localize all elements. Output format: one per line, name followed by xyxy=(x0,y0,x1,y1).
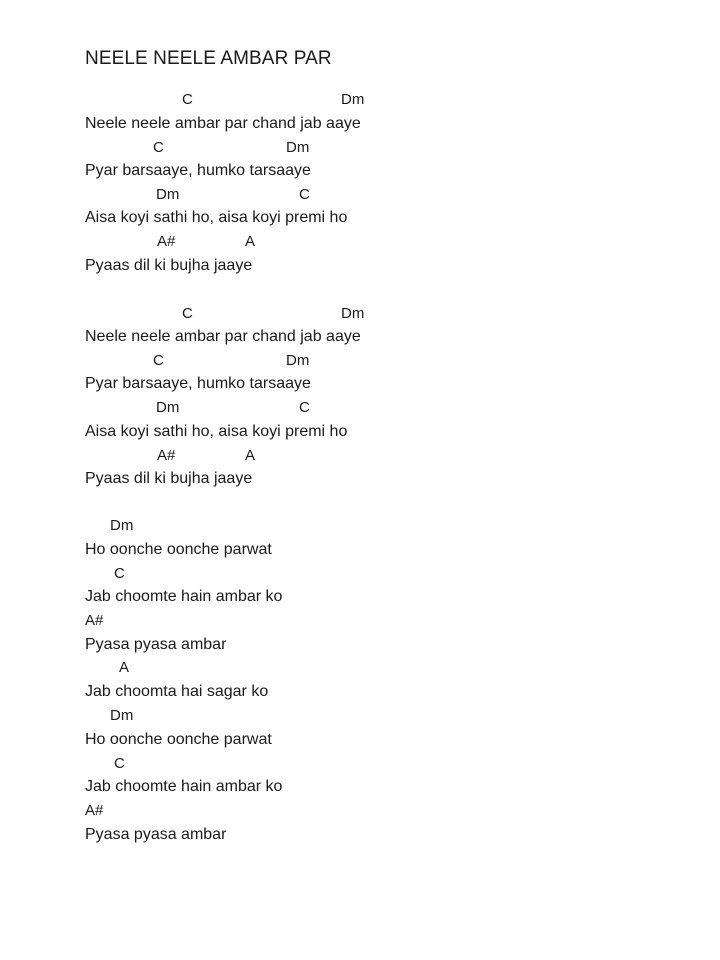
chord: Dm xyxy=(156,186,180,203)
chord: C xyxy=(299,399,310,416)
lyric-line: Pyaas dil ki bujha jaaye xyxy=(85,470,253,487)
chord: Dm xyxy=(286,352,310,369)
chord: Dm xyxy=(341,305,365,322)
lyric-line: Jab choomte hain ambar ko xyxy=(85,778,283,795)
song-title: NEELE NEELE AMBAR PAR xyxy=(85,48,332,69)
lyric-line: Neele neele ambar par chand jab aaye xyxy=(85,115,361,132)
chord: Dm xyxy=(286,139,310,156)
lyric-line: Pyar barsaaye, humko tarsaaye xyxy=(85,375,311,392)
lyric-line: Pyasa pyasa ambar xyxy=(85,636,227,653)
lyric-line: Pyasa pyasa ambar xyxy=(85,826,227,843)
chord: A# xyxy=(157,447,176,464)
lyric-line: Pyar barsaaye, humko tarsaaye xyxy=(85,162,311,179)
chord: A# xyxy=(85,802,104,819)
chord: C xyxy=(182,305,193,322)
lyric-line: Aisa koyi sathi ho, aisa koyi premi ho xyxy=(85,423,348,440)
lyric-line: Ho oonche oonche parwat xyxy=(85,731,272,748)
chord: Dm xyxy=(156,399,180,416)
lyric-line: Neele neele ambar par chand jab aaye xyxy=(85,328,361,345)
chord: A xyxy=(119,659,130,676)
chord: A# xyxy=(157,233,176,250)
lyric-line: Aisa koyi sathi ho, aisa koyi premi ho xyxy=(85,209,348,226)
chord: A xyxy=(245,233,256,250)
chord: C xyxy=(114,565,125,582)
chord: C xyxy=(153,352,164,369)
chord: C xyxy=(182,91,193,108)
chord: Dm xyxy=(110,517,134,534)
chord: Dm xyxy=(341,91,365,108)
lyric-line: Ho oonche oonche parwat xyxy=(85,541,272,558)
chord: A# xyxy=(85,612,104,629)
lyric-line: Jab choomta hai sagar ko xyxy=(85,683,269,700)
chord: C xyxy=(114,755,125,772)
chord: Dm xyxy=(110,707,134,724)
lyric-line: Pyaas dil ki bujha jaaye xyxy=(85,257,253,274)
lyric-line: Jab choomte hain ambar ko xyxy=(85,588,283,605)
chord: C xyxy=(299,186,310,203)
chord: A xyxy=(245,447,256,464)
chord: C xyxy=(153,139,164,156)
